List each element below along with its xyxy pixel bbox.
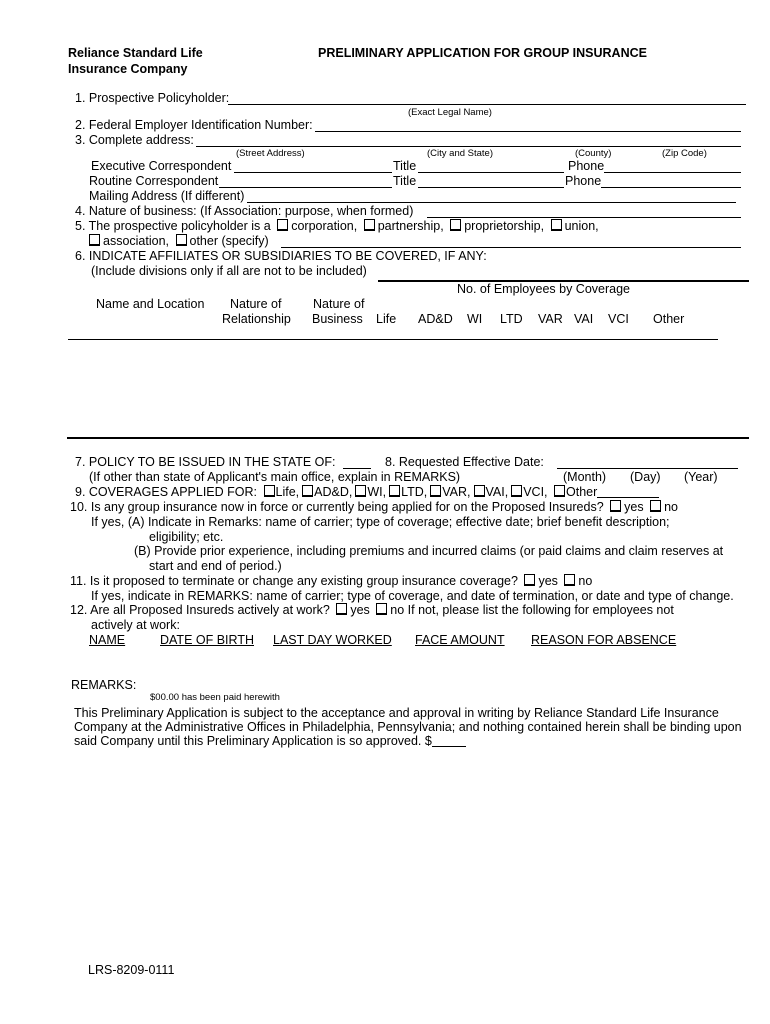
q4-label: 4. Nature of business: (If Association: purpose, when formed) [75,204,414,218]
q12-no-checkbox[interactable] [376,603,387,615]
exec-phone-field[interactable] [604,172,741,173]
q12-no-label: no [390,603,405,617]
col-wi: WI [467,312,483,326]
other-coverage-label: Other [566,485,598,499]
zip-sublabel: (Zip Code) [662,148,707,159]
affiliates-bottom-rule [67,437,749,439]
q12-tail: If not, please list the following for employees not [407,603,674,617]
ltd-checkbox[interactable] [389,485,400,497]
union-checkbox[interactable] [551,219,562,231]
add-label: AD&D, [314,485,353,499]
col-relationship-1: Nature of [230,297,282,311]
other-type-label: other (specify) [189,234,269,248]
q3-label: 3. Complete address: [75,133,194,147]
q10-b-line1: (B) Provide prior experience, including premiums and incurred claims (or paid claims and claim reserves at [134,544,724,558]
exec-title-label: Title [393,159,417,173]
association-label: association, [103,234,170,248]
col-ltd: LTD [500,312,523,326]
q5-prefix: 5. The prospective policyholder is a [75,219,271,233]
remarks-label: REMARKS: [71,678,137,692]
routine-correspondent-field[interactable] [219,187,392,188]
col-vai: VAI [574,312,594,326]
payment-amount-field[interactable] [432,734,466,747]
form-number: LRS-8209-0111 [88,963,175,977]
association-checkbox[interactable] [89,234,100,246]
disclaimer-line3-row [74,734,466,749]
q11-sublabel: If yes, indicate in REMARKS: name of carrier; type of coverage, and date of termination, or date and type of change. [91,589,734,603]
company-name-line2: Insurance Company [68,62,188,76]
q10-row [70,500,678,515]
vci-checkbox[interactable] [511,485,522,497]
disclaimer-line1: This Preliminary Application is subject to the acceptance and approval in writing by Reliance Standard Life Insurance [74,706,719,720]
proprietorship-checkbox[interactable] [450,219,461,231]
q10-no-label: no [664,500,678,514]
coverage-group-header: No. of Employees by Coverage [457,282,631,296]
life-label: Life, [275,485,300,499]
partnership-label: partnership, [377,219,444,233]
other-coverage-field[interactable] [597,485,659,498]
q10-yes-label: yes [624,500,644,514]
absence-col-dob: DATE OF BIRTH [160,633,254,647]
routine-title-field[interactable] [418,187,564,188]
q7-label: 7. POLICY TO BE ISSUED IN THE STATE OF: [75,455,336,469]
year-sublabel: (Year) [684,470,718,484]
street-sublabel: (Street Address) [236,148,305,159]
day-sublabel: (Day) [630,470,661,484]
q1-label: 1. Prospective Policyholder: [75,91,230,105]
proprietorship-label: proprietorship, [464,219,545,233]
city-sublabel: (City and State) [427,148,493,159]
company-name-line1: Reliance Standard Life [68,46,203,60]
q11-no-checkbox[interactable] [564,574,575,586]
q7-sublabel: (If other than state of Applicant's main office, explain in REMARKS) [89,470,461,484]
q5-row1 [75,219,599,234]
q10-label: 10. Is any group insurance now in force or currently being applied for on the Proposed Insureds? [70,500,604,514]
col-other: Other [653,312,685,326]
q12-yes-checkbox[interactable] [336,603,347,615]
absence-col-name: NAME [89,633,126,647]
exec-correspondent-field[interactable] [234,172,392,173]
vci-label: VCI, [523,485,548,499]
disclaimer-line3: said Company until this Preliminary Application is so approved. $ [74,734,432,748]
q10-a-line1: If yes, (A) Indicate in Remarks: name of carrier; type of coverage; effective date; brief benefit description; [91,515,670,529]
effective-date-field[interactable] [557,468,738,469]
form-title: PRELIMINARY APPLICATION FOR GROUP INSURANCE [318,46,647,60]
q11-yes-checkbox[interactable] [524,574,535,586]
fein-field[interactable] [315,131,741,132]
q5-row2 [86,234,269,249]
col-var: VAR [538,312,563,326]
q10-yes-checkbox[interactable] [610,500,621,512]
union-label: union, [564,219,599,233]
q9-label: 9. COVERAGES APPLIED FOR: [75,485,258,499]
q9-row [75,485,659,500]
q11-no-label: no [578,574,593,588]
routine-correspondent-label: Routine Correspondent [89,174,219,188]
col-relationship-2: Relationship [222,312,291,326]
affiliates-entry-area[interactable] [68,342,748,436]
q10-a-line2: eligibility; etc. [149,530,224,544]
q6-sublabel: (Include divisions only if all are not to be included) [91,264,367,278]
other-coverage-checkbox[interactable] [554,485,565,497]
q10-b-line2: start and end of period.) [149,559,282,573]
col-life: Life [376,312,397,326]
q12-label: 12. Are all Proposed Insureds actively at work? [70,603,330,617]
col-vci: VCI [608,312,629,326]
mailing-address-label: Mailing Address (If different) [89,189,245,203]
q2-label: 2. Federal Employer Identification Number: [75,118,313,132]
q6-label: 6. INDICATE AFFILIATES OR SUBSIDIARIES TO BE COVERED, IF ANY: [75,249,487,263]
col-business-1: Nature of [313,297,365,311]
col-name-location: Name and Location [96,297,205,311]
vai-label: VAI, [485,485,509,499]
col-business-2: Business [312,312,363,326]
exec-title-field[interactable] [418,172,564,173]
q1-sublabel: (Exact Legal Name) [408,107,492,118]
routine-title-label: Title [393,174,417,188]
state-field[interactable] [343,468,371,469]
var-checkbox[interactable] [430,485,441,497]
exec-phone-label: Phone [568,159,605,173]
q11-yes-label: yes [538,574,558,588]
month-sublabel: (Month) [563,470,607,484]
absence-col-face-amount: FACE AMOUNT [415,633,505,647]
add-checkbox[interactable] [302,485,313,497]
ltd-label: LTD, [401,485,428,499]
vai-checkbox[interactable] [474,485,485,497]
corporation-checkbox[interactable] [277,219,288,231]
q12-line2: actively at work: [91,618,180,632]
other-type-checkbox[interactable] [176,234,187,246]
partnership-checkbox[interactable] [364,219,375,231]
county-sublabel: (County) [575,148,612,159]
corporation-label: corporation, [291,219,358,233]
var-label: VAR, [442,485,471,499]
nature-of-business-field[interactable] [427,217,741,218]
absence-col-reason: REASON FOR ABSENCE [531,633,677,647]
routine-phone-label: Phone [565,174,602,188]
other-type-specify-field[interactable] [281,247,741,248]
col-add: AD&D [418,312,453,326]
address-field[interactable] [196,146,741,147]
paid-note: $00.00 has been paid herewith [150,692,280,703]
q10-no-checkbox[interactable] [650,500,661,512]
exec-correspondent-label: Executive Correspondent [91,159,232,173]
q11-label: 11. Is it proposed to terminate or change any existing group insurance coverage? [70,574,518,588]
life-checkbox[interactable] [264,485,275,497]
table-header-rule [68,339,718,340]
q11-row [70,574,592,589]
absence-col-last-day: LAST DAY WORKED [273,633,392,647]
policyholder-name-field[interactable] [228,104,746,105]
q12-yes-label: yes [350,603,370,617]
wi-checkbox[interactable] [355,485,366,497]
mailing-address-field[interactable] [247,202,736,203]
routine-phone-field[interactable] [601,187,741,188]
disclaimer-line2: Company at the Administrative Offices in Philadelphia, Pennsylvania; and nothing contained herein shall be binding upon [74,720,742,734]
wi-label: WI, [367,485,387,499]
q12-row [70,603,674,618]
q8-label: 8. Requested Effective Date: [385,455,544,469]
